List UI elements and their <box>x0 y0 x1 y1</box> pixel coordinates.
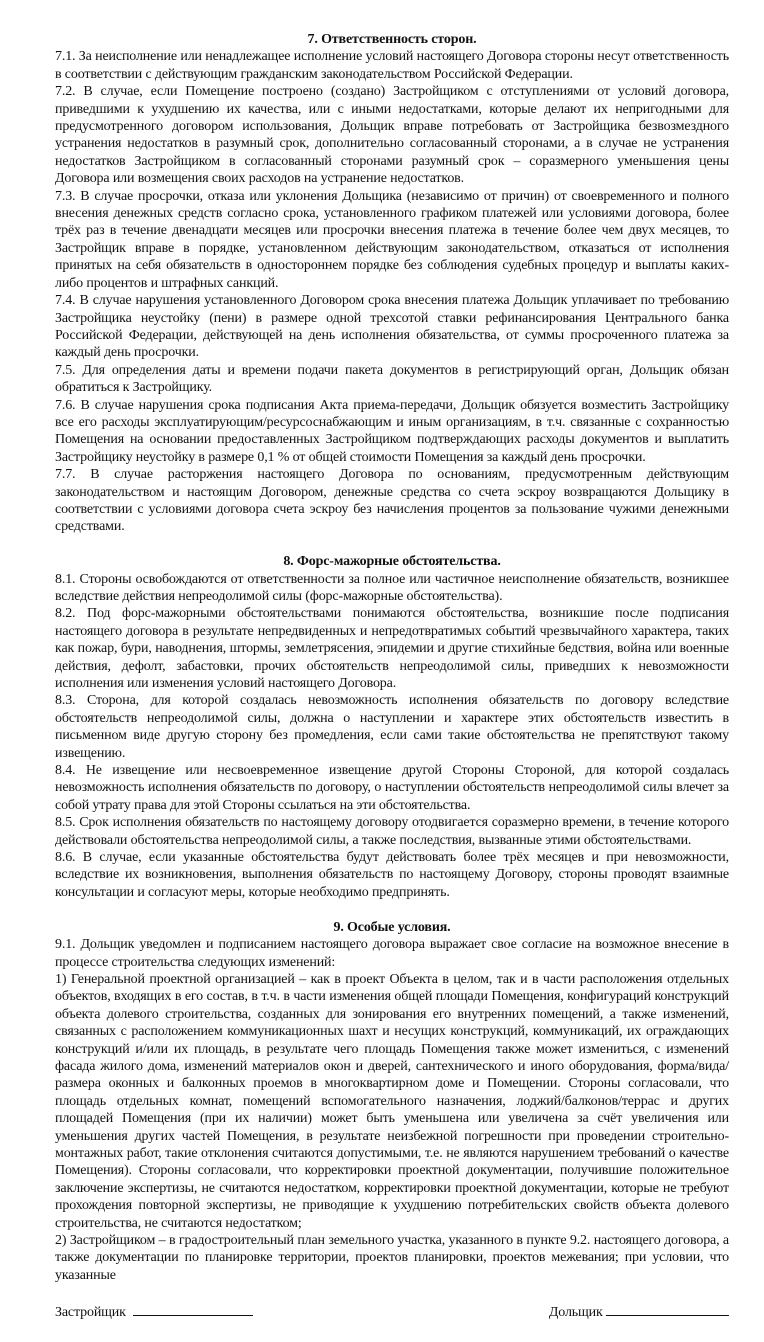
clause-7-7: 7.7. В случае расторжения настоящего Договора по основаниям, предусмотренным действующим законодательством и настоящим Договором, денежные средства со счета эскроу возвращаются Дольщику в соответствии с условиями договора счета эскроу без начисления процентов за пользование чужими денежными средствами. <box>55 467 729 535</box>
section-title-special-conditions: 9. Особые условия. <box>333 919 451 935</box>
clause-7-5: 7.5. Для определения даты и времени подачи пакета документов в регистрирующий орган, Дольщик обязан обратиться к Застройщику. <box>55 362 729 396</box>
clause-7-6: 7.6. В случае нарушения срока подписания Акта приема-передачи, Дольщик обязуется возместить Застройщику все его расходы эксплуатирующим/ресурсоснабжающим и иным организациям, в т.ч. связанные с сохранностью Помещения на основании предоставленных Застройщиком подтверждающих расходы документов и выплатить Застройщику неустойку в размере 0,1 % от общей стоимости Помещения за каждый день просрочки. <box>55 397 729 465</box>
document-page <box>55 0 729 1342</box>
signature-row <box>55 1302 729 1341</box>
clause-8-6: 8.6. В случае, если указанные обстоятельства будут действовать более трёх месяцев и при невозможности, вследствие их возникновения, выполнения обязательств по настоящему Договору, стороны проводят взаимные консультации и согласуют меры, которые необходимо предпринять. <box>55 850 729 900</box>
shareholder-signature <box>549 1302 729 1321</box>
clause-8-3: 8.3. Сторона, для которой создалась невозможность исполнения обязательств по договору вследствие обстоятельств непреодолимой силы, должна о наступлении и характере этих обстоятельств известить в письменном виде другую сторону без промедления, если сами такие обстоятельства не препятствуют такому извещению. <box>55 693 729 761</box>
clause-8-2: 8.2. Под форс-мажорными обстоятельствами понимаются обстоятельства, возникшие после подписания настоящего договора в результате непредвиденных и непредотвратимых событий чрезвычайного характера, таких как пожар, бури, наводнения, штормы, землетрясения, эпидемии и другие стихийные бедствия, война или военные действия, дефолт, забастовки, прочих обстоятельств непреодолимой силы, приведших к невозможности исполнения или изменения условий настоящего Договора. <box>55 606 729 692</box>
developer-signature <box>55 1302 253 1321</box>
clause-8-5: 8.5. Срок исполнения обязательств по настоящему договору отодвигается соразмерно времени, в течение которого действовали обстоятельства непреодолимой силы, а также последствия, вызванные этими обстоятельствами. <box>55 815 729 848</box>
section-title-responsibility: 7. Ответственность сторон. <box>307 32 477 47</box>
clause-9-1-item-1: 1) Генеральной проектной организацией – как в проект Объекта в целом, так и в части расположения отдельных объектов, входящих в его состав, в т.ч. в части изменения общей площади Помещения, конфигураций конструкций объекта долевого строительства, созданных для зонирования его внутренних помещений, а также изменений, связанных с расположением коммуникационных шахт и несущих конструкций, коммуникаций, их ограждающих конструкций и/или их площадь, в результате чего площадь Помещения также может измениться, с изменений фасада жилого дома, изменений материалов окон и дверей, сантехнического и иного оборудования, форма/вида/размера оконных и балконных проемов в многоквартирном доме и Помещении. Стороны согласовали, что площадь отдельных комнат, помещений вспомогательного назначения, лоджий/балконов/террас и других площадей Помещения (при их наличии) может быть уменьшена или увеличена за счёт увеличения или уменьшения других частей Помещения, в результате неизбежной погрешности при проведении строительно-монтажных работ, такие отклонения считаются допустимыми, т.е. не являются нарушением требований о качестве Помещения). Стороны согласовали, что корректировки проектной документации, получившие положительное заключение экспертизы, не считаются недостатком, корректировки проектной документации, которые не требуют прохождения повторной экспертизы, не приводящие к ухудшению потребительских свойств объекта долевого строительства, не считаются недостатком; <box>55 971 729 1231</box>
clause-8-4: 8.4. Не извещение или несвоевременное извещение другой Стороны Стороной, для которой создалась невозможность исполнения обязательств по договору, о наступлении обстоятельств непреодолимой силы влечет за собой утрату права для этой Стороны ссылаться на эти обстоятельства. <box>55 763 729 813</box>
clause-7-1: 7.1. За неисполнение или ненадлежащее исполнение условий настоящего Договора стороны несут ответственность в соответствии с действующим гражданским законодательством Российской Федерации. <box>55 49 729 82</box>
shareholder-signature-line <box>606 1302 729 1316</box>
shareholder-signature-label: Дольщик <box>548 1305 603 1321</box>
clause-8-1: 8.1. Стороны освобождаются от ответственности за полное или частичное неисполнение обязательств, возникшее вследствие действия непреодолимой силы (форс-мажорные обстоятельства). <box>55 571 729 604</box>
section-title-force-majeure: 8. Форс-мажорные обстоятельства. <box>283 554 501 570</box>
clause-9-1: 9.1. Дольщик уведомлен и подписанием настоящего договора выражает свое согласие на возможное внесение в процессе строительства следующих изменений: <box>55 937 729 970</box>
developer-signature-label: Застройщик <box>55 1305 126 1321</box>
clause-9-1-item-2: 2) Застройщиком – в градостроительный план земельного участка, указанного в пункте 9.2. настоящего договора, а также документации по планировке территории, проектов планировки, проектов межевания; при условии, что указанные <box>55 1233 729 1283</box>
developer-signature-line <box>133 1302 253 1316</box>
clause-7-3: 7.3. В случае просрочки, отказа или уклонения Дольщика (независимо от причин) от своевременного и полного внесения денежных средств согласно срока, установленного графиком платежей или условиями договора, более трёх раз в течение двенадцати месяцев или просрочки внесения платежа в течение более чем двух месяцев, то Застройщик вправе в порядке, установленном действующим законодательством, отказаться от исполнения принятых на себя обязательств в одностороннем порядке без соблюдения судебных процедур и выплаты каких-либо процентов и штрафных санкций. <box>55 188 729 291</box>
clause-7-4: 7.4. В случае нарушения установленного Договором срока внесения платежа Дольщик уплачивает по требованию Застройщика неустойку (пени) в размере одной трехсотой ставки рефинансирования Центрального банка Российской Федерации, действующей на день исполнения обязательства, от суммы просроченного платежа за каждый день просрочки. <box>55 293 729 361</box>
clause-7-2: 7.2. В случае, если Помещение построено (создано) Застройщиком с отступлениями от условий договора, приведшими к ухудшению их качества, или с иными недостатками, которые делают их непригодными для предусмотренного договором использования, Дольщик вправе потребовать от Застройщика безвозмездного устранения недостатков в разумный срок, дополнительно согласованный сторонами, а в случае не устранения недостатков Застройщиком в согласованный сторонами разумный срок – соразмерного уменьшения цены Договора или возмещения своих расходов на устранение недостатков. <box>55 84 729 187</box>
